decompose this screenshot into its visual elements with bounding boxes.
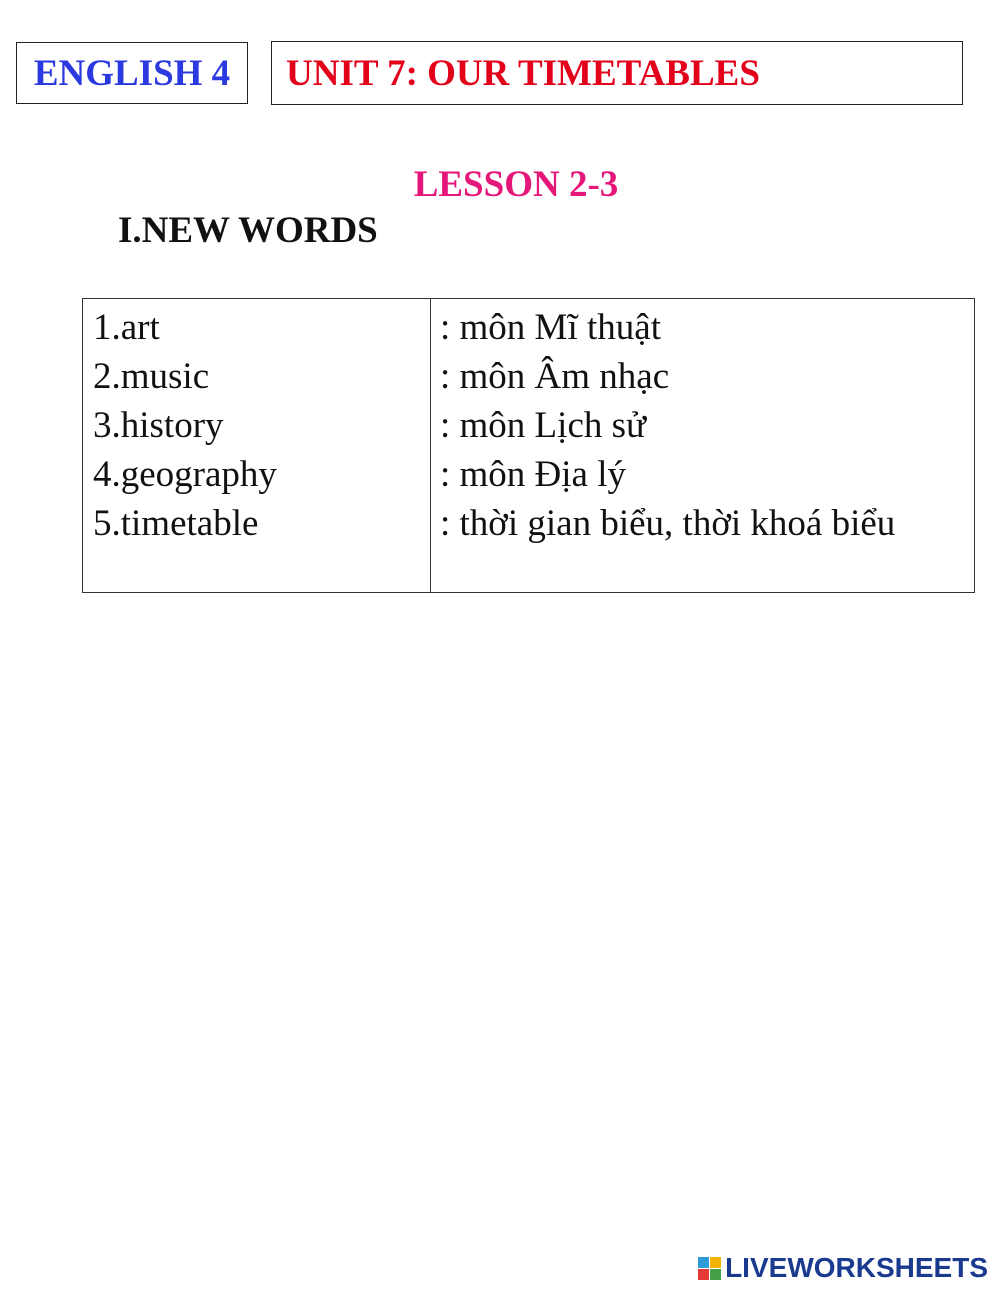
logo-square: [698, 1257, 709, 1268]
brand-name: LIVEWORKSHEETS: [725, 1252, 988, 1283]
subject-box: [16, 42, 248, 104]
logo-square: [710, 1269, 721, 1280]
logo-square: [710, 1257, 721, 1268]
logo-square: [698, 1269, 709, 1280]
vocabulary-table: [82, 298, 975, 593]
liveworksheets-logo: [698, 1252, 988, 1284]
lesson-title: LESSON 2-3: [413, 164, 619, 205]
liveworksheets-logo-icon: [698, 1257, 721, 1280]
vocab-meaning: : môn Địa lý: [440, 454, 627, 495]
vocab-meaning: : môn Mĩ thuật: [440, 307, 661, 348]
vocab-meaning: : môn Lịch sử: [440, 405, 647, 446]
unit-title: UNIT 7: OUR TIMETABLES: [286, 52, 760, 94]
vocab-term: 3.history: [93, 405, 224, 446]
vocab-meaning: : môn Âm nhạc: [440, 356, 670, 397]
vocab-term: 5.timetable: [93, 503, 259, 544]
terms-column: [83, 299, 431, 592]
vocab-meaning: : thời gian biểu, thời khoá biểu: [440, 503, 896, 544]
vocab-term: 2.music: [93, 356, 210, 397]
section-title: I.NEW WORDS: [118, 210, 378, 251]
vocab-term: 4.geography: [93, 454, 277, 495]
vocab-term: 1.art: [93, 307, 160, 348]
subject-title: ENGLISH 4: [33, 52, 231, 94]
unit-box: [271, 41, 963, 105]
meanings-column: [431, 299, 974, 592]
